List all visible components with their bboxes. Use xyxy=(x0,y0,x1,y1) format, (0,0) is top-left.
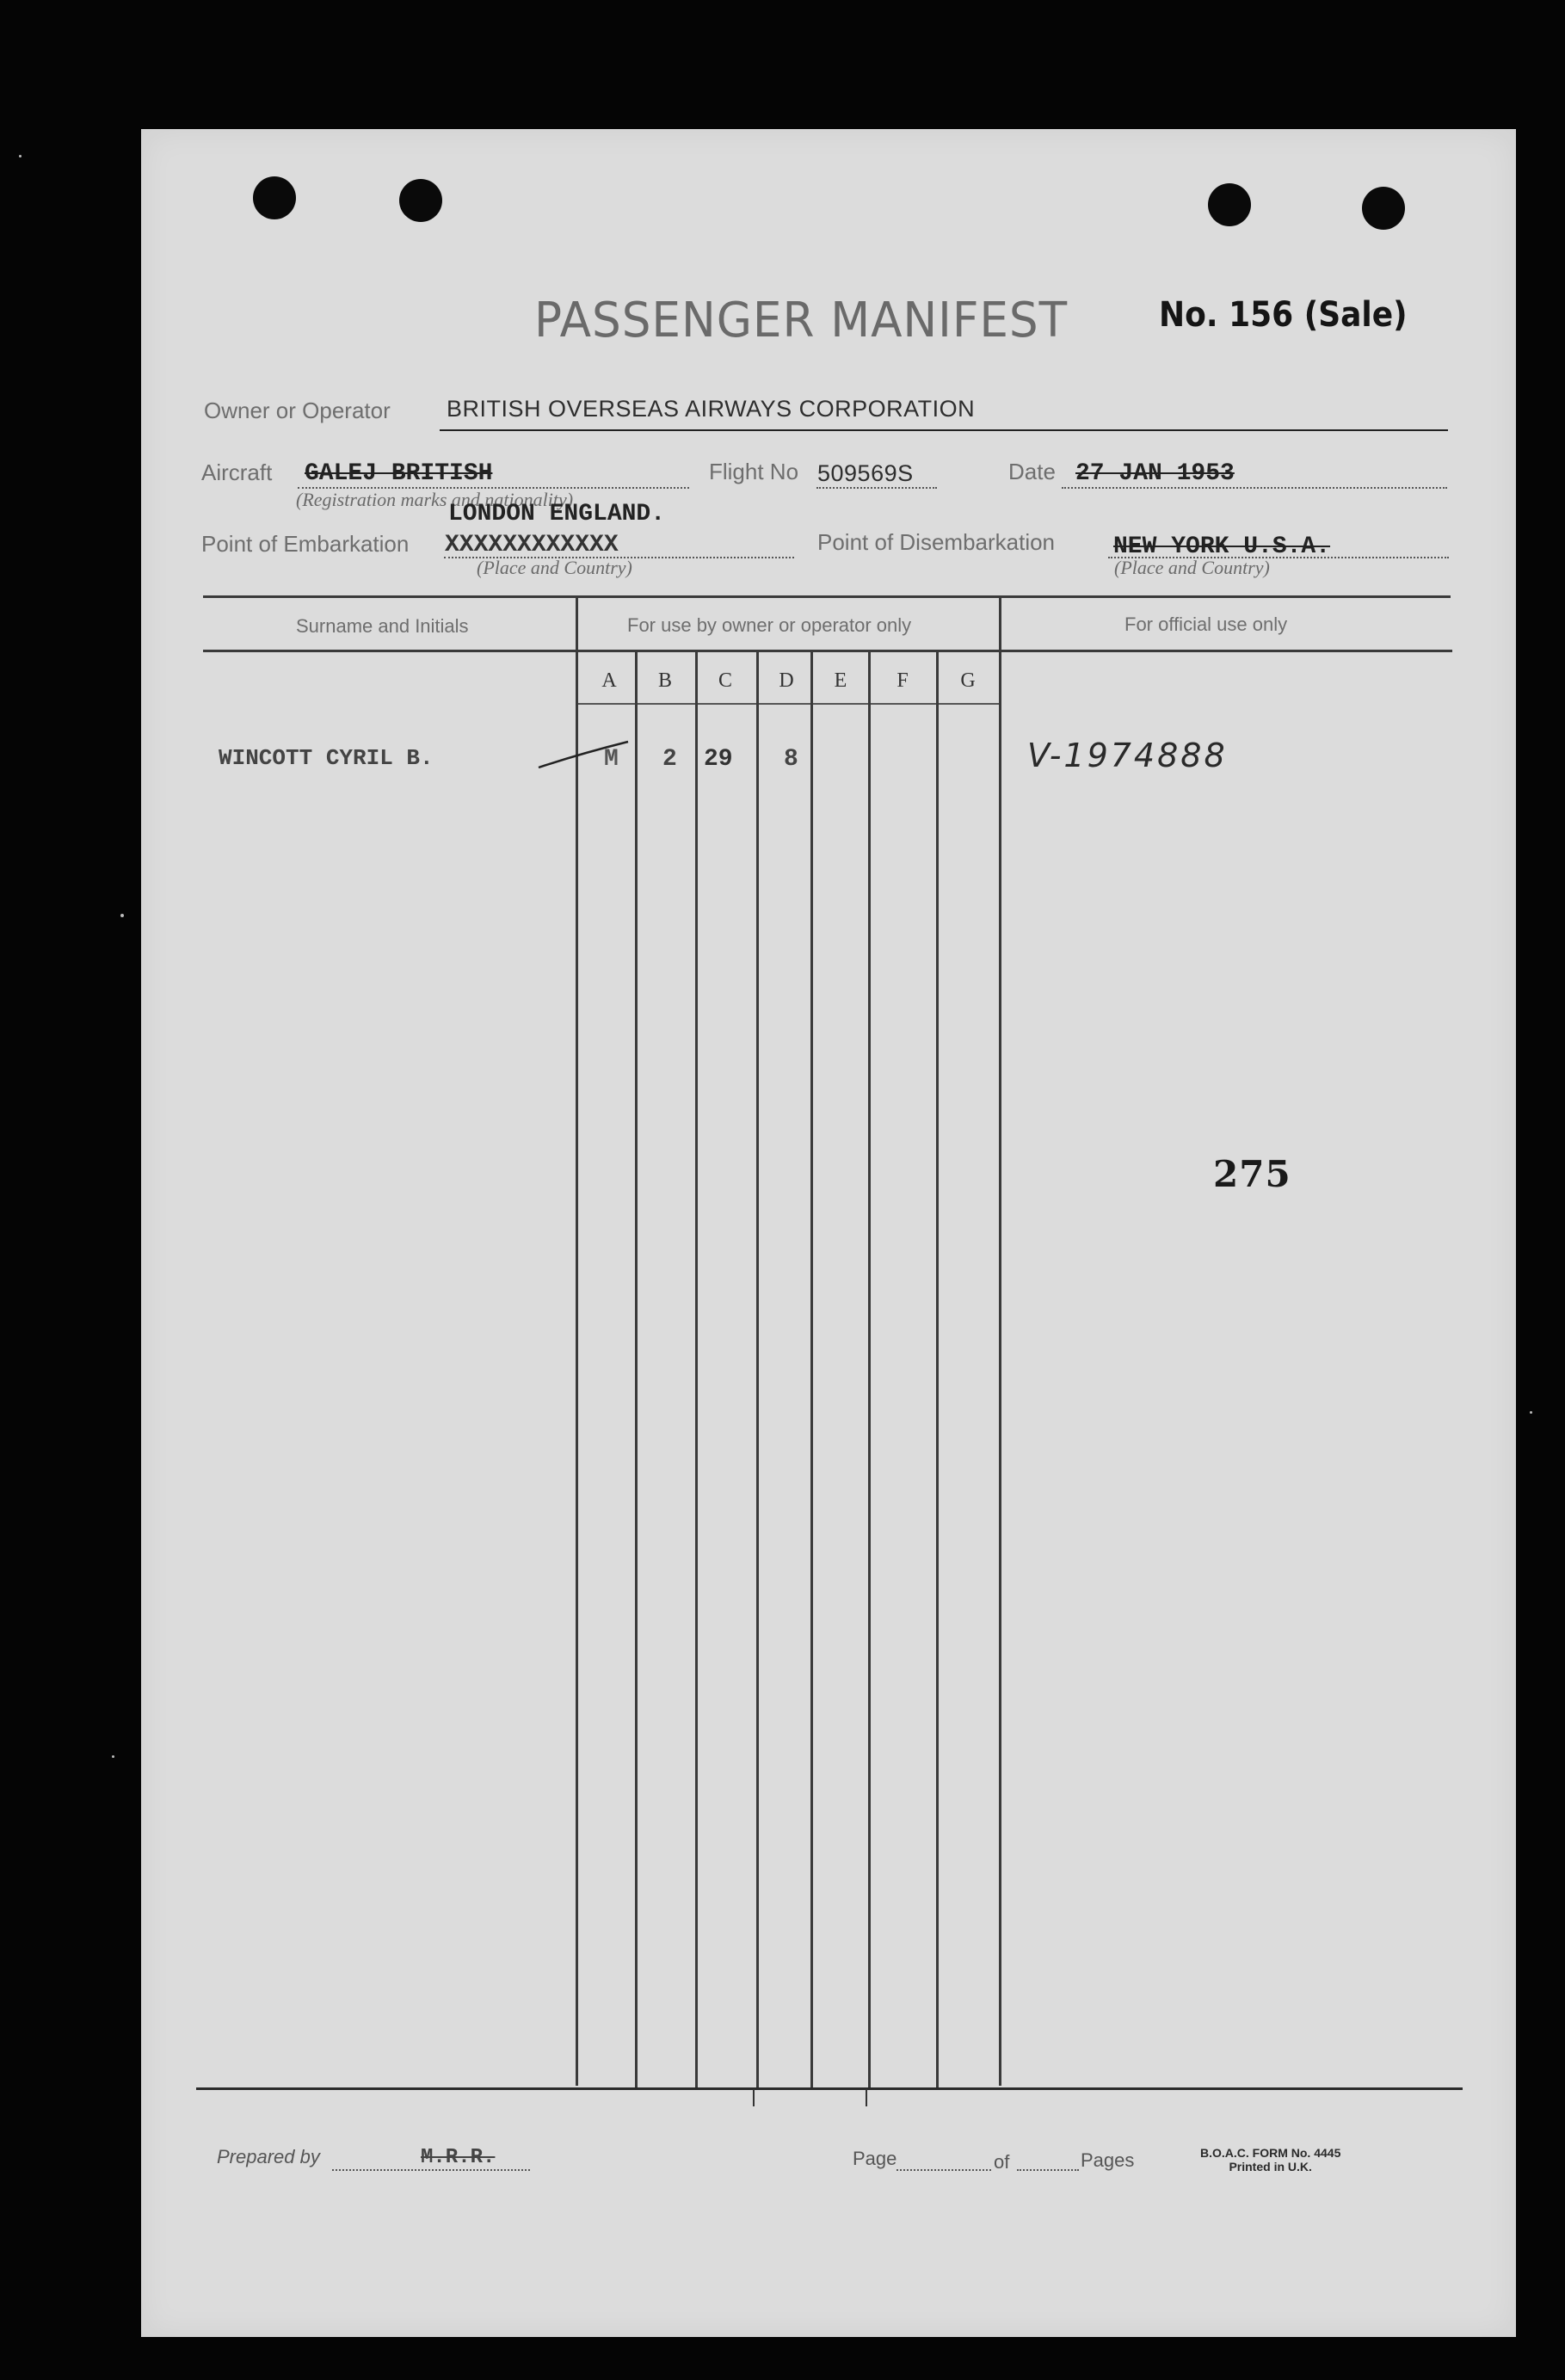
column-divider-f xyxy=(936,652,939,2087)
owner-label: Owner or Operator xyxy=(204,398,391,423)
background-speck xyxy=(19,155,22,157)
page-dotted-line xyxy=(896,2169,991,2171)
prepared-label: Prepared by xyxy=(217,2146,320,2167)
aircraft-note: (Registration marks and nationality) xyxy=(296,489,574,510)
date-value: 27 JAN 1953 xyxy=(1075,460,1235,487)
column-letter-a: A xyxy=(601,669,617,692)
disembark-note: (Place and Country) xyxy=(1114,557,1270,578)
column-divider-d xyxy=(810,652,813,2087)
column-divider-surname xyxy=(576,597,578,2086)
column-letter-e: E xyxy=(834,669,847,692)
embark-value: LONDON ENGLAND. xyxy=(448,501,666,527)
column-letter-c: C xyxy=(718,669,732,692)
pages-label: Pages xyxy=(1081,2149,1135,2171)
manifest-sheet xyxy=(141,129,1516,2337)
column-letter-g: G xyxy=(960,669,976,692)
embark-note: (Place and Country) xyxy=(477,557,632,578)
bottom-rule-tick xyxy=(753,2089,755,2106)
column-letter-f: F xyxy=(896,669,909,692)
table-bottom-rule xyxy=(196,2087,1463,2090)
punch-hole xyxy=(1208,183,1251,226)
stamped-number: 275 xyxy=(1213,1153,1291,1195)
flight-label: Flight No xyxy=(709,459,799,484)
background-speck xyxy=(120,914,124,917)
embark-struck: XXXXXXXXXXXX xyxy=(445,532,619,558)
bottom-rule-tick xyxy=(866,2089,867,2106)
table-top-rule xyxy=(203,595,1451,598)
punch-hole xyxy=(1362,187,1405,230)
background-speck xyxy=(112,1755,114,1758)
column-divider-c xyxy=(756,652,759,2087)
punch-hole xyxy=(399,179,442,222)
table-header-rule xyxy=(203,650,1452,652)
form-number: No. 156 (Sale) xyxy=(1159,295,1408,335)
column-divider-b xyxy=(695,652,698,2087)
passenger-col-d: 8 xyxy=(784,746,798,773)
form-reference-line2: Printed in U.K. xyxy=(1229,2160,1312,2173)
of-dotted-line xyxy=(1017,2169,1079,2171)
passenger-col-c: 29 xyxy=(704,746,733,773)
owner-underline xyxy=(440,429,1448,431)
background-speck xyxy=(1530,1411,1532,1414)
column-divider-a xyxy=(635,652,638,2087)
flight-dotted-line xyxy=(816,487,937,489)
punch-hole xyxy=(253,176,296,219)
form-reference-line1: B.O.A.C. FORM No. 4445 xyxy=(1200,2146,1341,2160)
prepared-value: M.R.R. xyxy=(421,2146,496,2169)
disembark-label: Point of Disembarkation xyxy=(817,529,1056,555)
passenger-name: WINCOTT CYRIL B. xyxy=(219,745,434,771)
official-visa-number: V-1974888 xyxy=(1027,737,1228,774)
passenger-sex: M xyxy=(604,746,619,773)
page-label: Page xyxy=(853,2148,897,2169)
embark-label: Point of Embarkation xyxy=(201,531,410,557)
form-reference xyxy=(1200,2146,1340,2173)
flight-value: 509569S xyxy=(817,460,914,486)
header-operator: For use by owner or operator only xyxy=(627,614,912,636)
header-official: For official use only xyxy=(1124,613,1288,635)
aircraft-label: Aircraft xyxy=(201,459,273,485)
passenger-col-b: 2 xyxy=(662,746,677,773)
prepared-dotted-line xyxy=(332,2169,530,2171)
column-divider-operator xyxy=(999,597,1001,2086)
column-letter-d: D xyxy=(779,669,794,692)
header-surname: Surname and Initials xyxy=(296,615,469,637)
date-dotted-line xyxy=(1062,487,1447,489)
column-divider-e xyxy=(868,652,871,2087)
owner-value: BRITISH OVERSEAS AIRWAYS CORPORATION xyxy=(447,396,976,422)
form-title: PASSENGER MANIFEST xyxy=(534,293,1069,348)
column-letter-b: B xyxy=(657,669,672,692)
aircraft-value: GALEJ BRITISH xyxy=(305,460,493,487)
date-label: Date xyxy=(1008,459,1056,484)
of-label: of xyxy=(994,2151,1010,2173)
disembark-value: NEW YORK U.S.A. xyxy=(1113,533,1331,560)
